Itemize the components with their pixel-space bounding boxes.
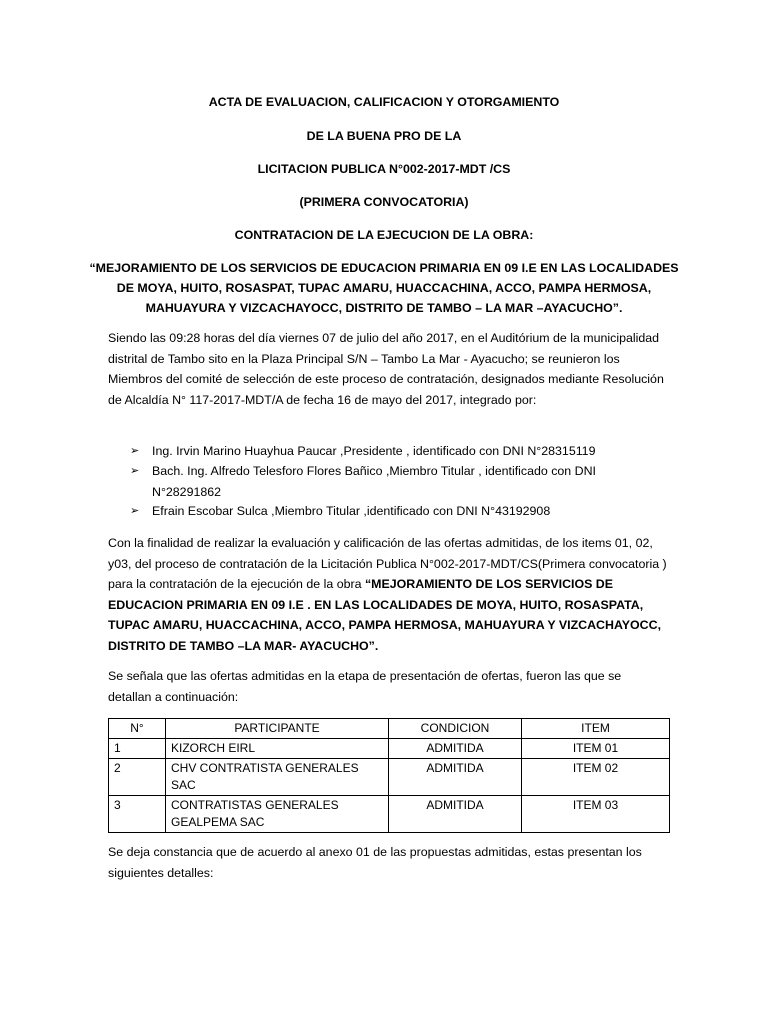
paragraph-meeting: Siendo las 09:28 horas del día viernes 07 de julio del año 2017, en el Auditórium de la municipalidad distrital de Tambo sito en la Plaza Principal S/N – Tambo La Mar - Ayacucho; se reunieron los Miembros del comité de selección de este proceso de contratación, designados mediante Resolución de Alcaldía N° 117-2017-MDT/A de fecha 16 de mayo del 2017, integrado por: — [108, 331, 664, 407]
cell-participant: CONTRATISTAS GENERALES GEALPEMA SAC — [166, 796, 389, 833]
cell-item: ITEM 03 — [522, 796, 670, 833]
cell-condition: ADMITIDA — [389, 759, 522, 796]
obra-title-line-2: DE MOYA, HUITO, ROSASPAT, TUPAC AMARU, HUACCACHINA, ACCO, PAMPA HERMOSA, — [116, 281, 652, 295]
paragraph-evaluation — [108, 533, 668, 656]
obra-title-line-1: “MEJORAMIENTO DE LOS SERVICIOS DE EDUCACION PRIMARIA EN 09 I.E EN LAS LOCALIDADES — [89, 261, 679, 275]
cell-number: 3 — [109, 796, 166, 833]
paragraph-offers: Se señala que las ofertas admitidas en la etapa de presentación de ofertas, fueron las que se detallan a continuación: — [108, 669, 622, 704]
cell-number: 2 — [109, 759, 166, 796]
offers-table — [108, 718, 670, 833]
cell-condition: ADMITIDA — [389, 739, 522, 759]
title-line-5: CONTRATACION DE LA EJECUCION DE LA OBRA: — [234, 228, 534, 242]
table-row — [109, 739, 670, 759]
arrow-bullet-icon: ➢ — [130, 445, 140, 457]
cell-condition: ADMITIDA — [389, 796, 522, 833]
arrow-bullet-icon: ➢ — [130, 505, 140, 517]
member-text: Bach. Ing. Alfredo Telesforo Flores Bañico ,Miembro Titular , identificado con DNI N°28291862 — [152, 464, 596, 499]
header-number: N° — [109, 719, 166, 739]
arrow-bullet-icon: ➢ — [130, 465, 140, 477]
title-line-2: DE LA BUENA PRO DE LA — [306, 129, 462, 143]
table-row — [109, 796, 670, 833]
paragraph-constancy: Se deja constancia que de acuerdo al anexo 01 de las propuestas admitidas, estas presentan los siguientes detalles: — [108, 845, 642, 880]
title-line-1: ACTA DE EVALUACION, CALIFICACION Y OTORGAMIENTO — [208, 95, 560, 109]
header-condition: CONDICION — [389, 719, 522, 739]
table-header-row — [109, 719, 670, 739]
paragraph-evaluation-text: Con la finalidad de realizar la evaluación y calificación de las ofertas admitidas, de los items 01, 02, y03, del proceso de contratación de la Licitación Publica N°002-2017-MDT/CS(Primera convocatoria ) para la contratación de la ejecución de la obra — [108, 536, 667, 591]
header-item: ITEM — [522, 719, 670, 739]
cell-item: ITEM 01 — [522, 739, 670, 759]
paragraph-evaluation-obra: “MEJORAMIENTO DE LOS SERVICIOS DE EDUCACION PRIMARIA EN 09 I.E . EN LAS LOCALIDADES DE MOYA, HUITO, ROSASPATA, TUPAC AMARU, HUACCACHINA, ACCO, PAMPA HERMOSA, MAHUAYURA Y VIZCACHAYOCC, DISTRITO DE TAMBO –LA MAR- AYACUCHO”. — [108, 577, 662, 653]
title-line-4: (PRIMERA CONVOCATORIA) — [299, 195, 469, 209]
cell-item: ITEM 02 — [522, 759, 670, 796]
cell-number: 1 — [109, 739, 166, 759]
obra-title-line-3: MAHUAYURA Y VIZCACHAYOCC, DISTRITO DE TAMBO – LA MAR –AYACUCHO”. — [145, 301, 623, 315]
cell-participant: CHV CONTRATISTA GENERALES SAC — [166, 759, 389, 796]
table-row — [109, 759, 670, 796]
member-text: Ing. Irvin Marino Huayhua Paucar ,Presidente , identificado con DNI N°28315119 — [152, 444, 596, 458]
title-line-3: LICITACION PUBLICA N°002-2017-MDT /CS — [257, 162, 511, 176]
cell-participant: KIZORCH EIRL — [166, 739, 389, 759]
header-participant: PARTICIPANTE — [166, 719, 389, 739]
member-text: Efrain Escobar Sulca ,Miembro Titular ,identificado con DNI N°43192908 — [152, 504, 551, 518]
